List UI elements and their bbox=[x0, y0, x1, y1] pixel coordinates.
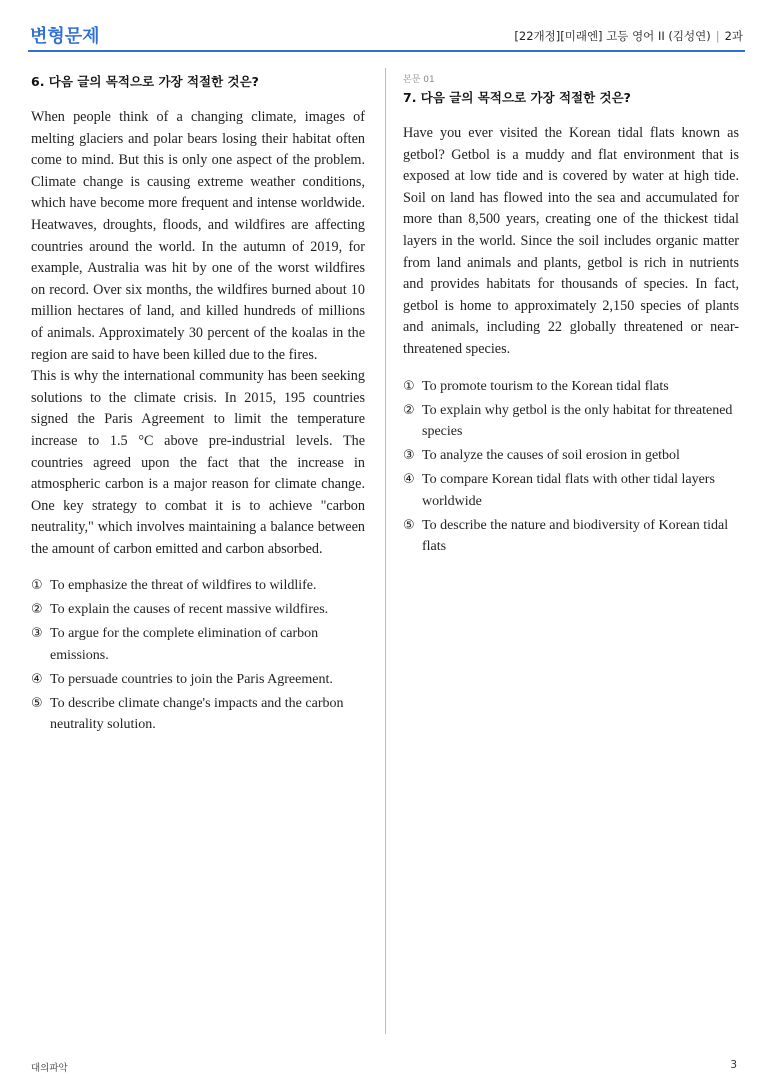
option-text: To analyze the causes of soil erosion in getbol bbox=[422, 448, 680, 464]
page-title: 변형문제 bbox=[30, 26, 100, 47]
option-number: ③ bbox=[403, 448, 415, 464]
option-number: ④ bbox=[31, 671, 43, 687]
answer-option-1[interactable] bbox=[31, 575, 365, 597]
option-text: To describe climate change's impacts and the carbon neutrality solution. bbox=[50, 695, 344, 733]
question-6-title: 6. 다음 글의 목적으로 가장 적절한 것은? bbox=[31, 74, 259, 89]
option-text: To explain why getbol is the only habitat for threatened species bbox=[422, 402, 733, 440]
answer-option-2[interactable] bbox=[31, 599, 365, 621]
question-6 bbox=[31, 72, 365, 738]
column-divider bbox=[385, 68, 386, 1034]
question-7-title: 7. 다음 글의 목적으로 가장 적절한 것은? bbox=[403, 90, 631, 105]
option-number: ③ bbox=[31, 626, 43, 642]
answer-option-2[interactable] bbox=[403, 400, 739, 443]
page-number: 3 bbox=[730, 1059, 737, 1071]
option-text: To explain the causes of recent massive wildfires. bbox=[50, 602, 329, 618]
option-number: ④ bbox=[403, 472, 415, 488]
question-6-options bbox=[31, 575, 365, 736]
option-text: To persuade countries to join the Paris Agreement. bbox=[50, 671, 333, 687]
answer-option-1[interactable] bbox=[403, 376, 739, 398]
answer-option-5[interactable] bbox=[403, 515, 739, 558]
option-text: To describe the nature and biodiversity of Korean tidal flats bbox=[422, 517, 729, 555]
header-subtitle bbox=[514, 28, 743, 44]
lesson-label: 2과 bbox=[724, 29, 743, 43]
option-text: To argue for the complete elimination of carbon emissions. bbox=[50, 626, 319, 663]
option-number: ⑤ bbox=[403, 517, 415, 533]
option-number: ② bbox=[31, 602, 43, 618]
answer-option-5[interactable] bbox=[31, 693, 365, 736]
passage-paragraph: Have you ever visited the Korean tidal flats known as getbol? Getbol is a muddy and flat environment that is exposed at low tide and is covered by water at high tide. Soil on land has flowed into the sea and accumulated for more than 8,500 years, creating one of the thickest tidal layers in the world. Since the soil includes organic matter from land animals and plants, getbol is rich in nutrients and provides habitats for thousands of species. In fact, getbol is home to approximately 2,150 species of plants and animals, including 22 globally threatened or near-threatened species. bbox=[403, 125, 739, 357]
answer-option-3[interactable] bbox=[31, 623, 365, 666]
question-7 bbox=[403, 72, 739, 560]
option-text: To emphasize the threat of wildfires to wildlife. bbox=[50, 578, 317, 594]
question-7-options bbox=[403, 376, 739, 558]
question-7-source-label: 본문 01 bbox=[403, 75, 435, 85]
option-text: To promote tourism to the Korean tidal flats bbox=[422, 378, 669, 394]
header-separator: | bbox=[715, 29, 720, 43]
question-6-passage bbox=[31, 107, 365, 560]
answer-option-4[interactable] bbox=[31, 669, 365, 691]
option-text: To compare Korean tidal flats with other tidal layers worldwide bbox=[422, 472, 715, 509]
answer-option-4[interactable] bbox=[403, 469, 739, 512]
option-number: ① bbox=[31, 578, 43, 594]
page-header bbox=[28, 20, 745, 52]
option-number: ② bbox=[403, 402, 415, 418]
passage-paragraph: When people think of a changing climate, images of melting glaciers and polar bears losing their habitat often come to mind. But this is only one aspect of the problem. Climate change is causing extreme weather conditions, which have become more frequent and intense worldwide. Heatwaves, droughts, floods, and wildfires are affecting countries around the world. In the autumn of 2019, for example, Australia was hit by one of the worst wildfires on record. Over six months, the wildfires burned about 10 million hectares of land, and killed hundreds of millions of animals. Approximately 30 percent of the koalas in the region are said to have been killed due to the fires. bbox=[31, 109, 365, 363]
question-7-passage bbox=[403, 123, 739, 361]
passage-paragraph: This is why the international community has been seeking solutions to the climate crisis. In 2015, 195 countries signed the Paris Agreement to limit the temperature increase to 1.5 °C above pre-industrial levels. The countries agreed upon the fact that the increase in atmospheric carbon is a major reason for climate change. One key strategy to combat it is to achieve "carbon neutrality," which involves maintaining a balance between the amount of carbon emitted and carbon absorbed. bbox=[31, 368, 365, 557]
option-number: ⑤ bbox=[31, 695, 43, 711]
footer-category: 대의파악 bbox=[31, 1063, 68, 1074]
textbook-name: [22개정][미래엔] 고등 영어 II (김성연) bbox=[514, 29, 711, 43]
option-number: ① bbox=[403, 378, 415, 394]
answer-option-3[interactable] bbox=[403, 445, 739, 467]
